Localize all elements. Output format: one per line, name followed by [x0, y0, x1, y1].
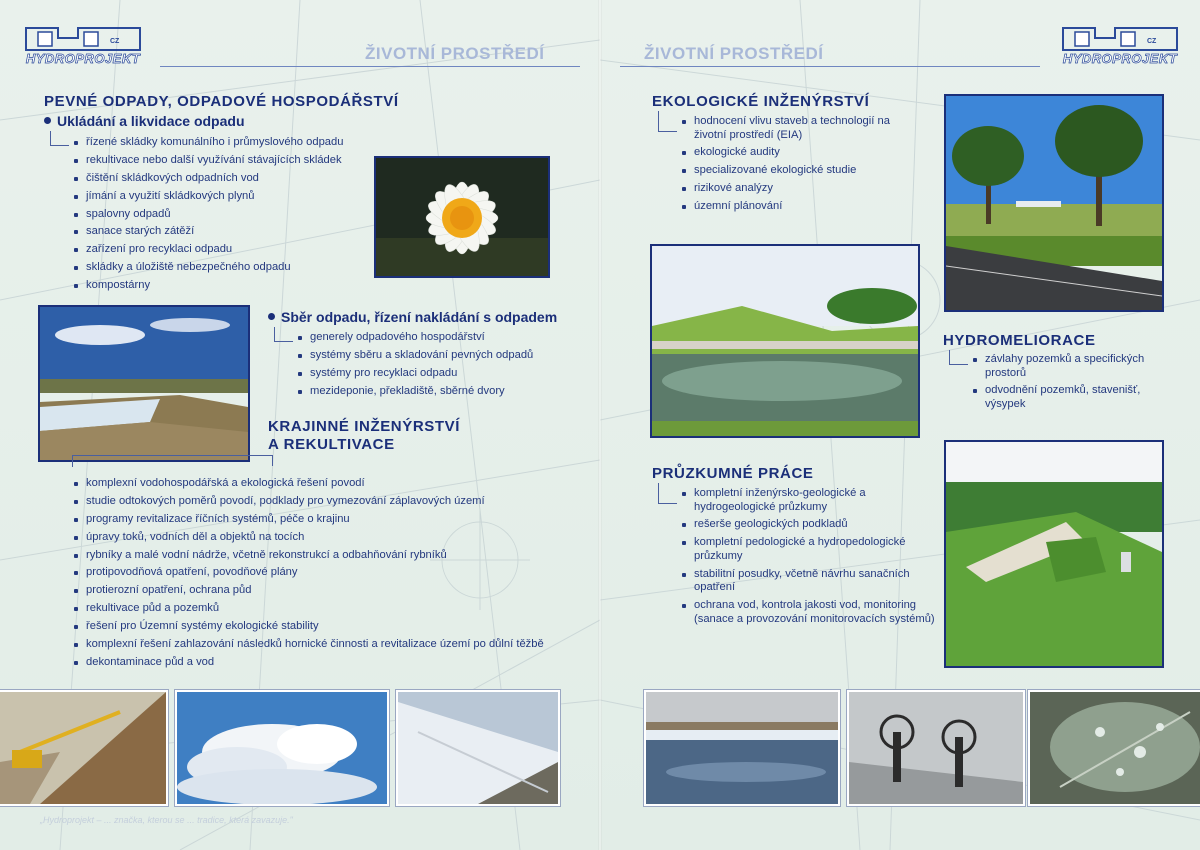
list-item: mezideponie, překladiště, sběrné dvory — [298, 385, 588, 399]
list-item: protierozní opatření, ochrana půd — [74, 584, 564, 598]
pond-photo — [652, 246, 918, 436]
list-item: rekultivace půd a pozemků — [74, 602, 564, 616]
section-landscape-title — [268, 418, 460, 454]
disposal-list — [74, 136, 374, 293]
list-item: systémy pro recyklaci odpadu — [298, 367, 588, 381]
bullet-dot-icon — [268, 313, 275, 320]
list-item: zařízení pro recyklaci odpadu — [74, 243, 374, 257]
hydroprojekt-logo — [18, 20, 148, 66]
landscape-list — [74, 477, 564, 669]
footer-note: „Hydroprojekt – ... značka, kterou se ... tradice, která zavazuje." — [40, 815, 293, 825]
section-survey-title: PRŮZKUMNÉ PRÁCE — [652, 465, 814, 482]
list-item: studie odtokových poměrů povodí, podklady pro vymezování záplavových území — [74, 495, 564, 509]
list-item: skládky a úložiště nebezpečného odpadu — [74, 261, 374, 275]
list-item: generely odpadového hospodářství — [298, 331, 588, 345]
list-connector — [949, 350, 968, 365]
clouds-photo — [175, 690, 389, 806]
logo-cz-label: CZ — [1147, 38, 1157, 45]
leaf-drops-photo — [1028, 690, 1200, 806]
sluice-gates-photo — [847, 690, 1025, 806]
bullet-dot-icon — [44, 117, 51, 124]
list-item: rybníky a malé vodní nádrže, včetně rekonstrukcí a odbahňování rybníků — [74, 549, 564, 563]
eco-list — [682, 115, 922, 214]
section-hydromelioration-title: HYDROMELIORACE — [943, 332, 1096, 349]
geomembrane-photo — [396, 690, 560, 806]
list-connector — [658, 111, 677, 132]
list-item: spalovny odpadů — [74, 208, 374, 222]
list-item: rekultivace nebo další využívání stávajících skládek — [74, 154, 374, 168]
left-header-rule — [160, 66, 580, 67]
landfill-photo — [40, 307, 248, 460]
list-item: protipovodňová opatření, povodňové plány — [74, 566, 564, 580]
list-item: jímání a využití skládkových plynů — [74, 190, 374, 204]
logo-cz-label: CZ — [110, 38, 120, 45]
list-item: systémy sběru a skladování pevných odpadů — [298, 349, 588, 363]
right-header-rule — [620, 66, 1040, 67]
list-connector — [274, 327, 293, 342]
list-item: řízené skládky komunálního i průmyslového odpadu — [74, 136, 374, 150]
subsection-collection-title — [268, 309, 557, 326]
list-item: programy revitalizace říčních systémů, péče o krajinu — [74, 513, 564, 527]
page-gutter — [598, 0, 602, 850]
list-item: územní plánování — [682, 200, 922, 214]
list-item: stabilitní posudky, včetně návrhu sanačních opatření — [682, 568, 940, 595]
section-solid-waste-title: PEVNÉ ODPADY, ODPADOVÉ HOSPODÁŘSTVÍ — [44, 93, 399, 110]
survey-list — [682, 487, 940, 626]
list-item: komplexní řešení zahlazování následků hornické činnosti a revitalizace území po důlní těžbě — [74, 638, 564, 652]
list-item: řešení pro Územní systémy ekologické stability — [74, 620, 564, 634]
list-connector — [272, 455, 273, 466]
hydroprojekt-logo — [1055, 20, 1185, 66]
trees-road-photo — [946, 96, 1162, 310]
list-item: sanace starých zátěží — [74, 225, 374, 239]
list-item: rizikové analýzy — [682, 182, 922, 196]
logo-wordmark: HYDROPROJEKT — [1062, 51, 1178, 66]
collection-list — [298, 331, 588, 398]
logo-wordmark: HYDROPROJEKT — [25, 51, 141, 66]
list-item: ochrana vod, kontrola jakosti vod, monitoring (sanace a provozování monitorovacích systémů) — [682, 599, 940, 626]
list-item: kompletní inženýrsko-geologické a hydrogeologické průzkumy — [682, 487, 940, 514]
subsection-disposal-label: Ukládání a likvidace odpadu — [57, 113, 245, 129]
construction-photo — [0, 690, 168, 806]
list-item: čištění skládkových odpadních vod — [74, 172, 374, 186]
left-header-title: ŽIVOTNÍ PROSTŘEDÍ — [365, 44, 545, 63]
list-item: kompostárny — [74, 279, 374, 293]
list-item: specializované ekologické studie — [682, 164, 922, 178]
list-item: rešerše geologických podkladů — [682, 518, 940, 532]
list-connector — [72, 455, 273, 467]
list-item: úpravy toků, vodních děl a objektů na tocích — [74, 531, 564, 545]
list-item: dekontaminace půd a vod — [74, 656, 564, 670]
section-landscape-line2: A REKULTIVACE — [268, 436, 395, 453]
list-item: závlahy pozemků a specifických prostorů — [973, 353, 1173, 380]
subsection-disposal-title — [44, 113, 245, 130]
list-connector — [50, 131, 69, 146]
subsection-collection-label: Sběr odpadu, řízení nakládání s odpadem — [281, 309, 558, 325]
hydromelioration-list — [973, 353, 1173, 411]
list-connector — [658, 483, 677, 504]
right-page — [600, 0, 1200, 850]
list-item: odvodnění pozemků, stavenišť, výsypek — [973, 384, 1173, 411]
list-item: kompletní pedologické a hydropedologické průzkumy — [682, 536, 940, 563]
section-eco-title: EKOLOGICKÉ INŽENÝRSTVÍ — [652, 93, 870, 110]
right-header-title: ŽIVOTNÍ PROSTŘEDÍ — [644, 44, 824, 63]
reclaimed-slope-photo — [946, 442, 1162, 666]
river-weir-photo — [644, 690, 840, 806]
list-item: ekologické audity — [682, 146, 922, 160]
list-item: komplexní vodohospodářská a ekologická řešení povodí — [74, 477, 564, 491]
daisy-photo — [376, 158, 548, 276]
list-item: hodnocení vlivu staveb a technologií na životní prostředí (EIA) — [682, 115, 922, 142]
section-landscape-line1: KRAJINNÉ INŽENÝRSTVÍ — [268, 418, 461, 435]
